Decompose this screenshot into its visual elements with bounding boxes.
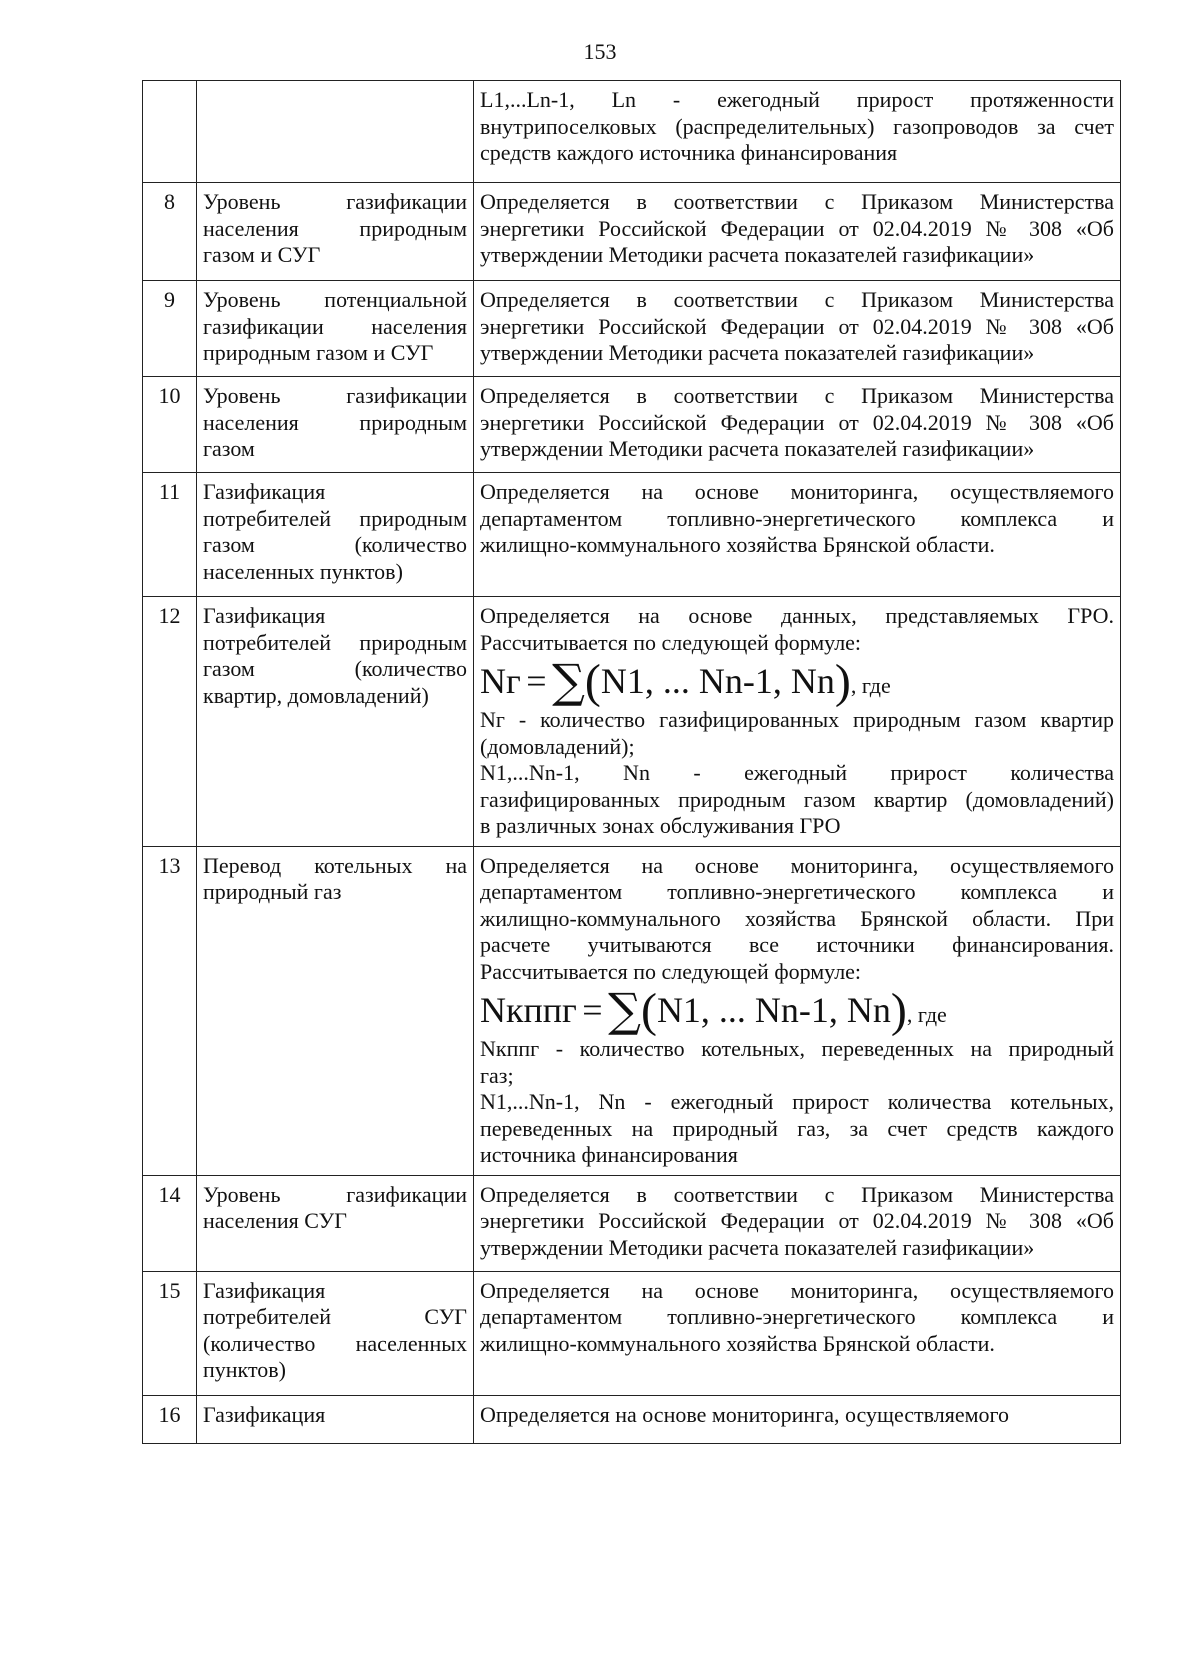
text-line: утверждении Методики расчета показателей газификации» (480, 242, 1035, 267)
text-line: квартир, домовладений) (203, 682, 429, 708)
text-line: жилищно-коммунального хозяйства Брянской области. (480, 532, 995, 557)
text-line: газифицированных природным газом квартир (домовладений) (480, 786, 1114, 812)
text-line: утверждении Методики расчета показателей газификации» (480, 340, 1035, 365)
formula-args: N1, ... Nn-1, Nn (656, 990, 891, 1030)
text-line: населения СУГ (203, 1208, 347, 1233)
formula (480, 656, 1114, 707)
indicator-name (197, 1175, 474, 1271)
text-line: средств каждого источника финансирования (480, 140, 898, 165)
text-line: переведенных на природный газ, за счет средств каждого (480, 1115, 1114, 1141)
text-line: энергетики Российской Федерации от 02.04.2019 № 308 «Об (480, 313, 1114, 339)
text-line: Определяется на основе мониторинга, осуществляемого (480, 852, 1114, 878)
text-line: жилищно-коммунального хозяйства Брянской области. (480, 1330, 995, 1356)
text-line: Уровень газификации (203, 383, 467, 408)
indicator-name (197, 597, 474, 847)
text-line: департаментом топливно-энергетического комплекса и (480, 1304, 1114, 1329)
text-line: Газификация (203, 1277, 326, 1303)
text-line: Определяется на основе данных, представляемых ГРО. (480, 603, 1114, 628)
row-number: 13 (143, 846, 197, 1175)
formula-open-paren: ( (640, 984, 657, 1037)
table-row (143, 377, 1121, 473)
text-line: населения природным (203, 215, 467, 241)
row-number: 11 (143, 473, 197, 597)
indicator-method (474, 183, 1121, 281)
text-line: утверждении Методики расчета показателей газификации» (480, 1234, 1035, 1260)
text-line: газификации населения (203, 313, 467, 339)
text-line: потребителей природным (203, 629, 467, 655)
text-line: энергетики Российской Федерации от 02.04.2019 № 308 «Об (480, 409, 1114, 435)
text-line: Определяется на основе мониторинга, осуществляемого (480, 1401, 1010, 1427)
table-row (143, 1271, 1121, 1395)
formula-sum-symbol: ∑ (608, 983, 641, 1037)
text-line: газом (количество (203, 532, 467, 557)
indicator-method (474, 1175, 1121, 1271)
formula-where: , где (906, 1002, 947, 1027)
page-number: 153 (583, 39, 617, 64)
text-line: газом (203, 436, 255, 461)
formula-close-paren: ) (834, 655, 851, 708)
indicator-method (474, 846, 1121, 1175)
text-line: Газификация (203, 479, 326, 504)
table-body (143, 81, 1121, 1444)
formula-open-paren: ( (584, 655, 601, 708)
text-line: Определяется в соответствии с Приказом Министерства (480, 1181, 1114, 1207)
text-line: департаментом топливно-энергетического комплекса и (480, 879, 1114, 904)
text-line: населенных пунктов) (203, 558, 403, 584)
formula-sum-symbol: ∑ (552, 654, 585, 708)
text-line: Определяется в соответствии с Приказом Министерства (480, 189, 1114, 214)
indicator-method (474, 1271, 1121, 1395)
text-line: газом и СУГ (203, 242, 321, 267)
indicator-method (474, 281, 1121, 377)
formula-lhs: Nг (480, 661, 521, 701)
text-line: Уровень газификации (203, 189, 467, 214)
indicator-name (197, 1395, 474, 1443)
text-line: энергетики Российской Федерации от 02.04.2019 № 308 «Об (480, 215, 1114, 241)
indicator-name (197, 281, 474, 377)
text-line: Определяется в соответствии с Приказом Министерства (480, 287, 1114, 312)
text-line: Nг - количество газифицированных природным газом квартир (480, 707, 1114, 732)
indicator-name (197, 81, 474, 183)
table-row (143, 597, 1121, 847)
formula-lhs: Nкппг (480, 990, 577, 1030)
text-line: Уровень потенциальной (203, 287, 467, 312)
row-number: 8 (143, 183, 197, 281)
text-line: жилищно-коммунального хозяйства Брянской области. При (480, 905, 1114, 931)
table-row (143, 1395, 1121, 1443)
formula-args: N1, ... Nn-1, Nn (600, 661, 835, 701)
text-line: Газификация (203, 603, 326, 628)
text-line: Газификация (203, 1401, 326, 1427)
text-line: в различных зонах обслуживания ГРО (480, 813, 841, 838)
text-line: пунктов) (203, 1357, 286, 1382)
formula-close-paren: ) (890, 984, 907, 1037)
text-line: департаментом топливно-энергетического комплекса и (480, 505, 1114, 531)
text-line: энергетики Российской Федерации от 02.04.2019 № 308 «Об (480, 1208, 1114, 1233)
formula-equals: = (526, 661, 547, 701)
table-row (143, 281, 1121, 377)
text-line: потребителей природным (203, 505, 467, 531)
row-number: 12 (143, 597, 197, 847)
text-line: Уровень газификации (203, 1181, 467, 1207)
indicator-method (474, 81, 1121, 183)
text-line: Определяется на основе мониторинга, осуществляемого (480, 1277, 1114, 1303)
indicator-name (197, 1271, 474, 1395)
text-line: Определяется в соответствии с Приказом Министерства (480, 383, 1114, 408)
text-line: внутрипоселковых (распределительных) газопроводов за счет (480, 113, 1114, 139)
indicators-table (142, 80, 1121, 1444)
text-line: N1,...Nn-1, Nn - ежегодный прирост количества (480, 760, 1114, 785)
row-number: 14 (143, 1175, 197, 1271)
text-line: газом (количество (203, 656, 467, 681)
row-number: 16 (143, 1395, 197, 1443)
text-line: потребителей СУГ (203, 1304, 467, 1329)
text-line: расчете учитываются все источники финансирования. (480, 932, 1114, 957)
formula (480, 985, 1114, 1036)
text-line: Рассчитывается по следующей формуле: (480, 629, 862, 655)
indicator-method (474, 473, 1121, 597)
text-line: Nкппг - количество котельных, переведенных на природный (480, 1036, 1114, 1061)
text-line: природным газом и СУГ (203, 340, 434, 365)
row-number: 10 (143, 377, 197, 473)
table-row (143, 846, 1121, 1175)
table-row (143, 81, 1121, 183)
indicator-method (474, 1395, 1121, 1443)
table-row (143, 183, 1121, 281)
formula-equals: = (582, 990, 603, 1030)
table-row (143, 473, 1121, 597)
indicator-method (474, 597, 1121, 847)
text-line: Рассчитывается по следующей формуле: (480, 958, 862, 984)
text-line: L1,...Ln-1, Ln - ежегодный прирост протяженности (480, 87, 1114, 112)
indicator-name (197, 377, 474, 473)
text-line: N1,...Nn-1, Nn - ежегодный прирост количества котельных, (480, 1089, 1114, 1114)
text-line: населения природным (203, 409, 467, 435)
text-line: Определяется на основе мониторинга, осуществляемого (480, 479, 1114, 504)
indicator-method (474, 377, 1121, 473)
text-line: природный газ (203, 879, 342, 904)
text-line: газ; (480, 1062, 514, 1088)
text-line: утверждении Методики расчета показателей газификации» (480, 436, 1035, 461)
text-line: (количество населенных (203, 1330, 467, 1356)
text-line: источника финансирования (480, 1142, 738, 1167)
formula-where: , где (850, 673, 891, 698)
text-line: (домовладений); (480, 733, 635, 759)
row-number: 9 (143, 281, 197, 377)
indicator-name (197, 473, 474, 597)
indicator-name (197, 846, 474, 1175)
indicator-name (197, 183, 474, 281)
table-row (143, 1175, 1121, 1271)
row-number (143, 81, 197, 183)
text-line: Перевод котельных на (203, 852, 467, 878)
row-number: 15 (143, 1271, 197, 1395)
